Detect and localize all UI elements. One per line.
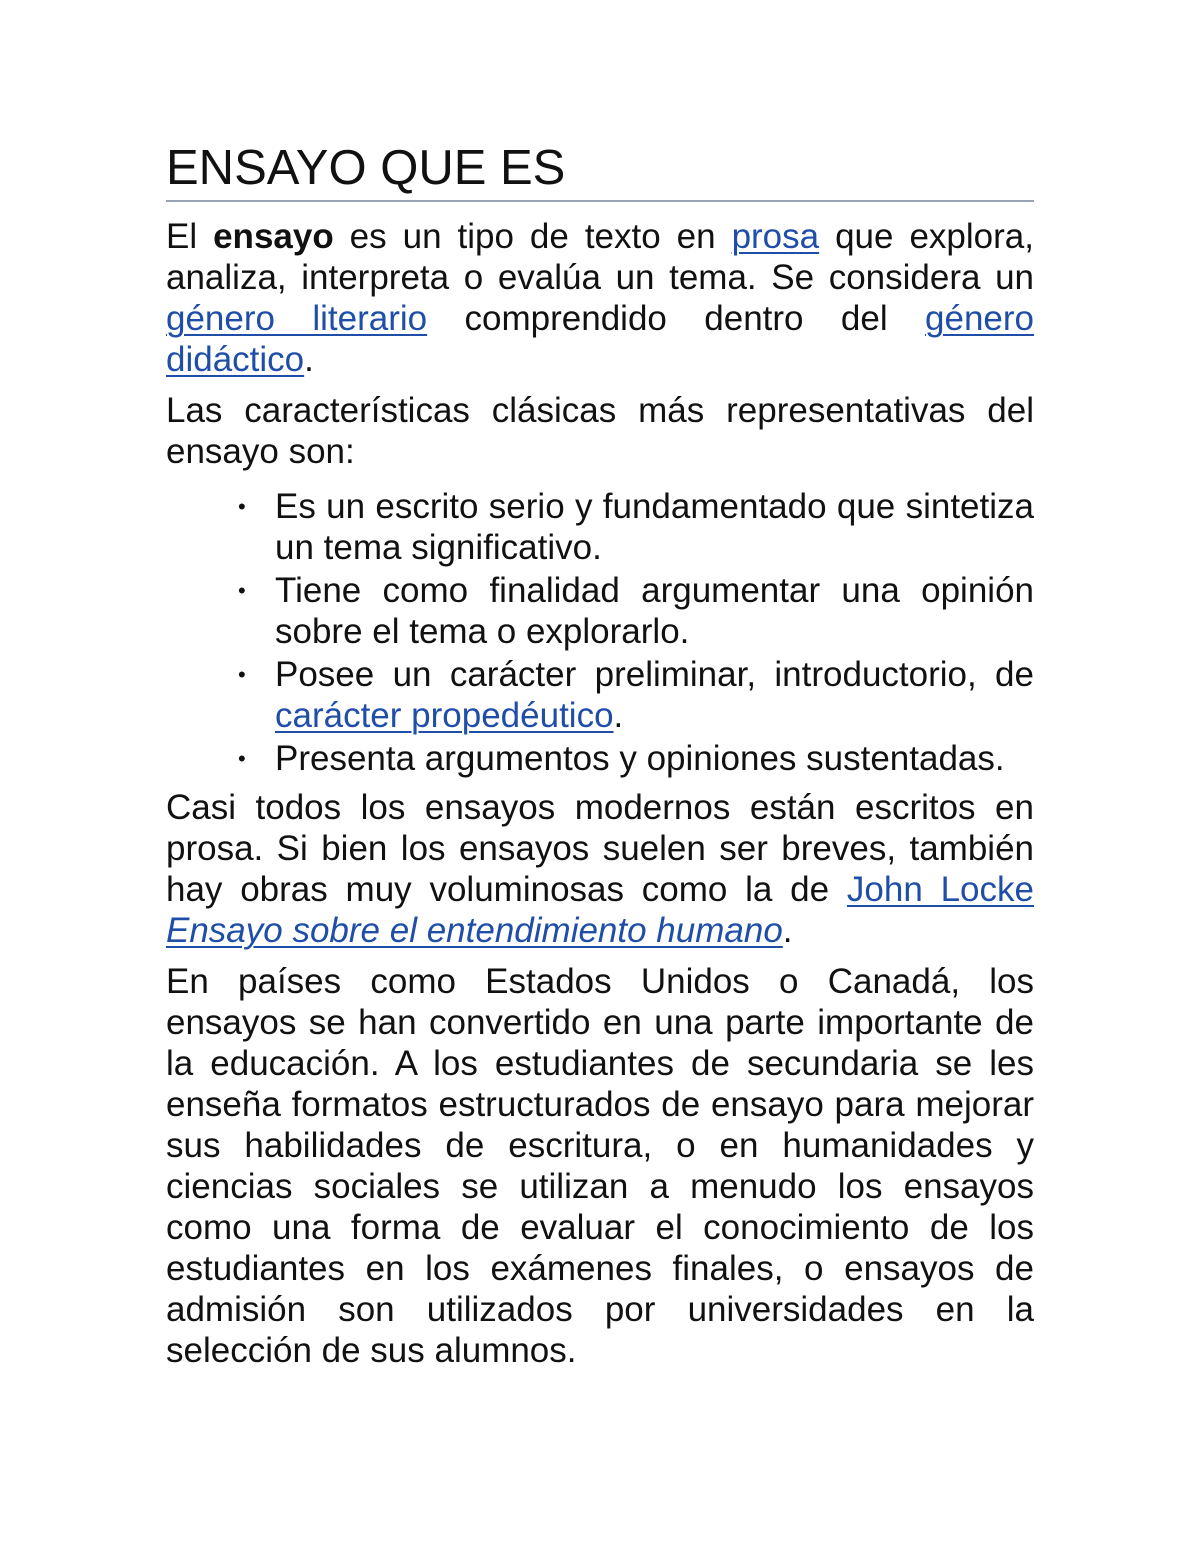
link-prosa[interactable]: prosa	[731, 217, 820, 256]
intro-text-5: .	[304, 340, 314, 379]
modern-text-1: Casi todos los ensayos modernos están escritos en prosa. Si bien los ensayos suelen ser breves, también hay obras muy voluminosas como la de	[166, 788, 1034, 909]
intro-text-2: es un tipo de texto en	[333, 217, 732, 256]
list-item-text: Presenta argumentos y opiniones sustentadas.	[275, 739, 1005, 778]
characteristics-intro: Las características clásicas más representativas del ensayo son:	[166, 391, 1034, 471]
link-ensayo-entendimiento[interactable]: Ensayo sobre el entendimiento humano	[166, 911, 783, 950]
education-paragraph: En países como Estados Unidos o Canadá, los ensayos se han convertido en una parte importante de la educación. A los estudiantes de secundaria se les enseña formatos estructurados de ensayo para mejorar sus habilidades de escritura, o en humanidades y ciencias sociales se utilizan a menudo los ensayos como una forma de evaluar el conocimiento de los estudiantes en los exámenes finales, o ensayos de admisión son utilizados por universidades en la selección de sus alumnos.	[166, 962, 1034, 1370]
list-item-text: Tiene como finalidad argumentar una opinión sobre el tema o explorarlo.	[275, 571, 1034, 651]
modern-essays-paragraph	[166, 787, 1034, 951]
bullet-icon: •	[238, 662, 246, 687]
document-title: ENSAYO QUE ES	[166, 141, 566, 195]
intro-text-3: que explora, analiza, interpreta o evalúa un tema. Se considera un	[166, 217, 1034, 297]
intro-paragraph	[166, 216, 1034, 380]
list-item	[166, 738, 1034, 779]
list-item	[166, 654, 1034, 736]
intro-text-1: El	[166, 217, 214, 256]
link-caracter-propedeutico[interactable]: carácter propedéutico	[275, 696, 614, 735]
link-genero-literario[interactable]: género literario	[166, 299, 428, 338]
characteristics-list	[166, 486, 1034, 779]
list-item-text: Posee un carácter preliminar, introductorio, de	[275, 655, 1034, 694]
link-john-locke[interactable]: John Locke	[846, 870, 1034, 909]
title-underline	[166, 200, 1034, 202]
list-item	[166, 486, 1034, 568]
intro-bold-term: ensayo	[213, 217, 334, 256]
bullet-icon: •	[238, 494, 246, 519]
modern-text-3: .	[782, 911, 793, 950]
intro-text-4: comprendido dentro del	[427, 299, 926, 338]
list-item-end: .	[613, 696, 624, 735]
bullet-icon: •	[238, 578, 246, 603]
list-item	[166, 570, 1034, 652]
bullet-icon: •	[238, 746, 246, 771]
link-genero-didactico[interactable]: género didáctico	[166, 299, 1034, 379]
list-item-text: Es un escrito serio y fundamentado que sintetiza un tema significativo.	[275, 487, 1034, 567]
document-page	[166, 138, 1034, 1381]
